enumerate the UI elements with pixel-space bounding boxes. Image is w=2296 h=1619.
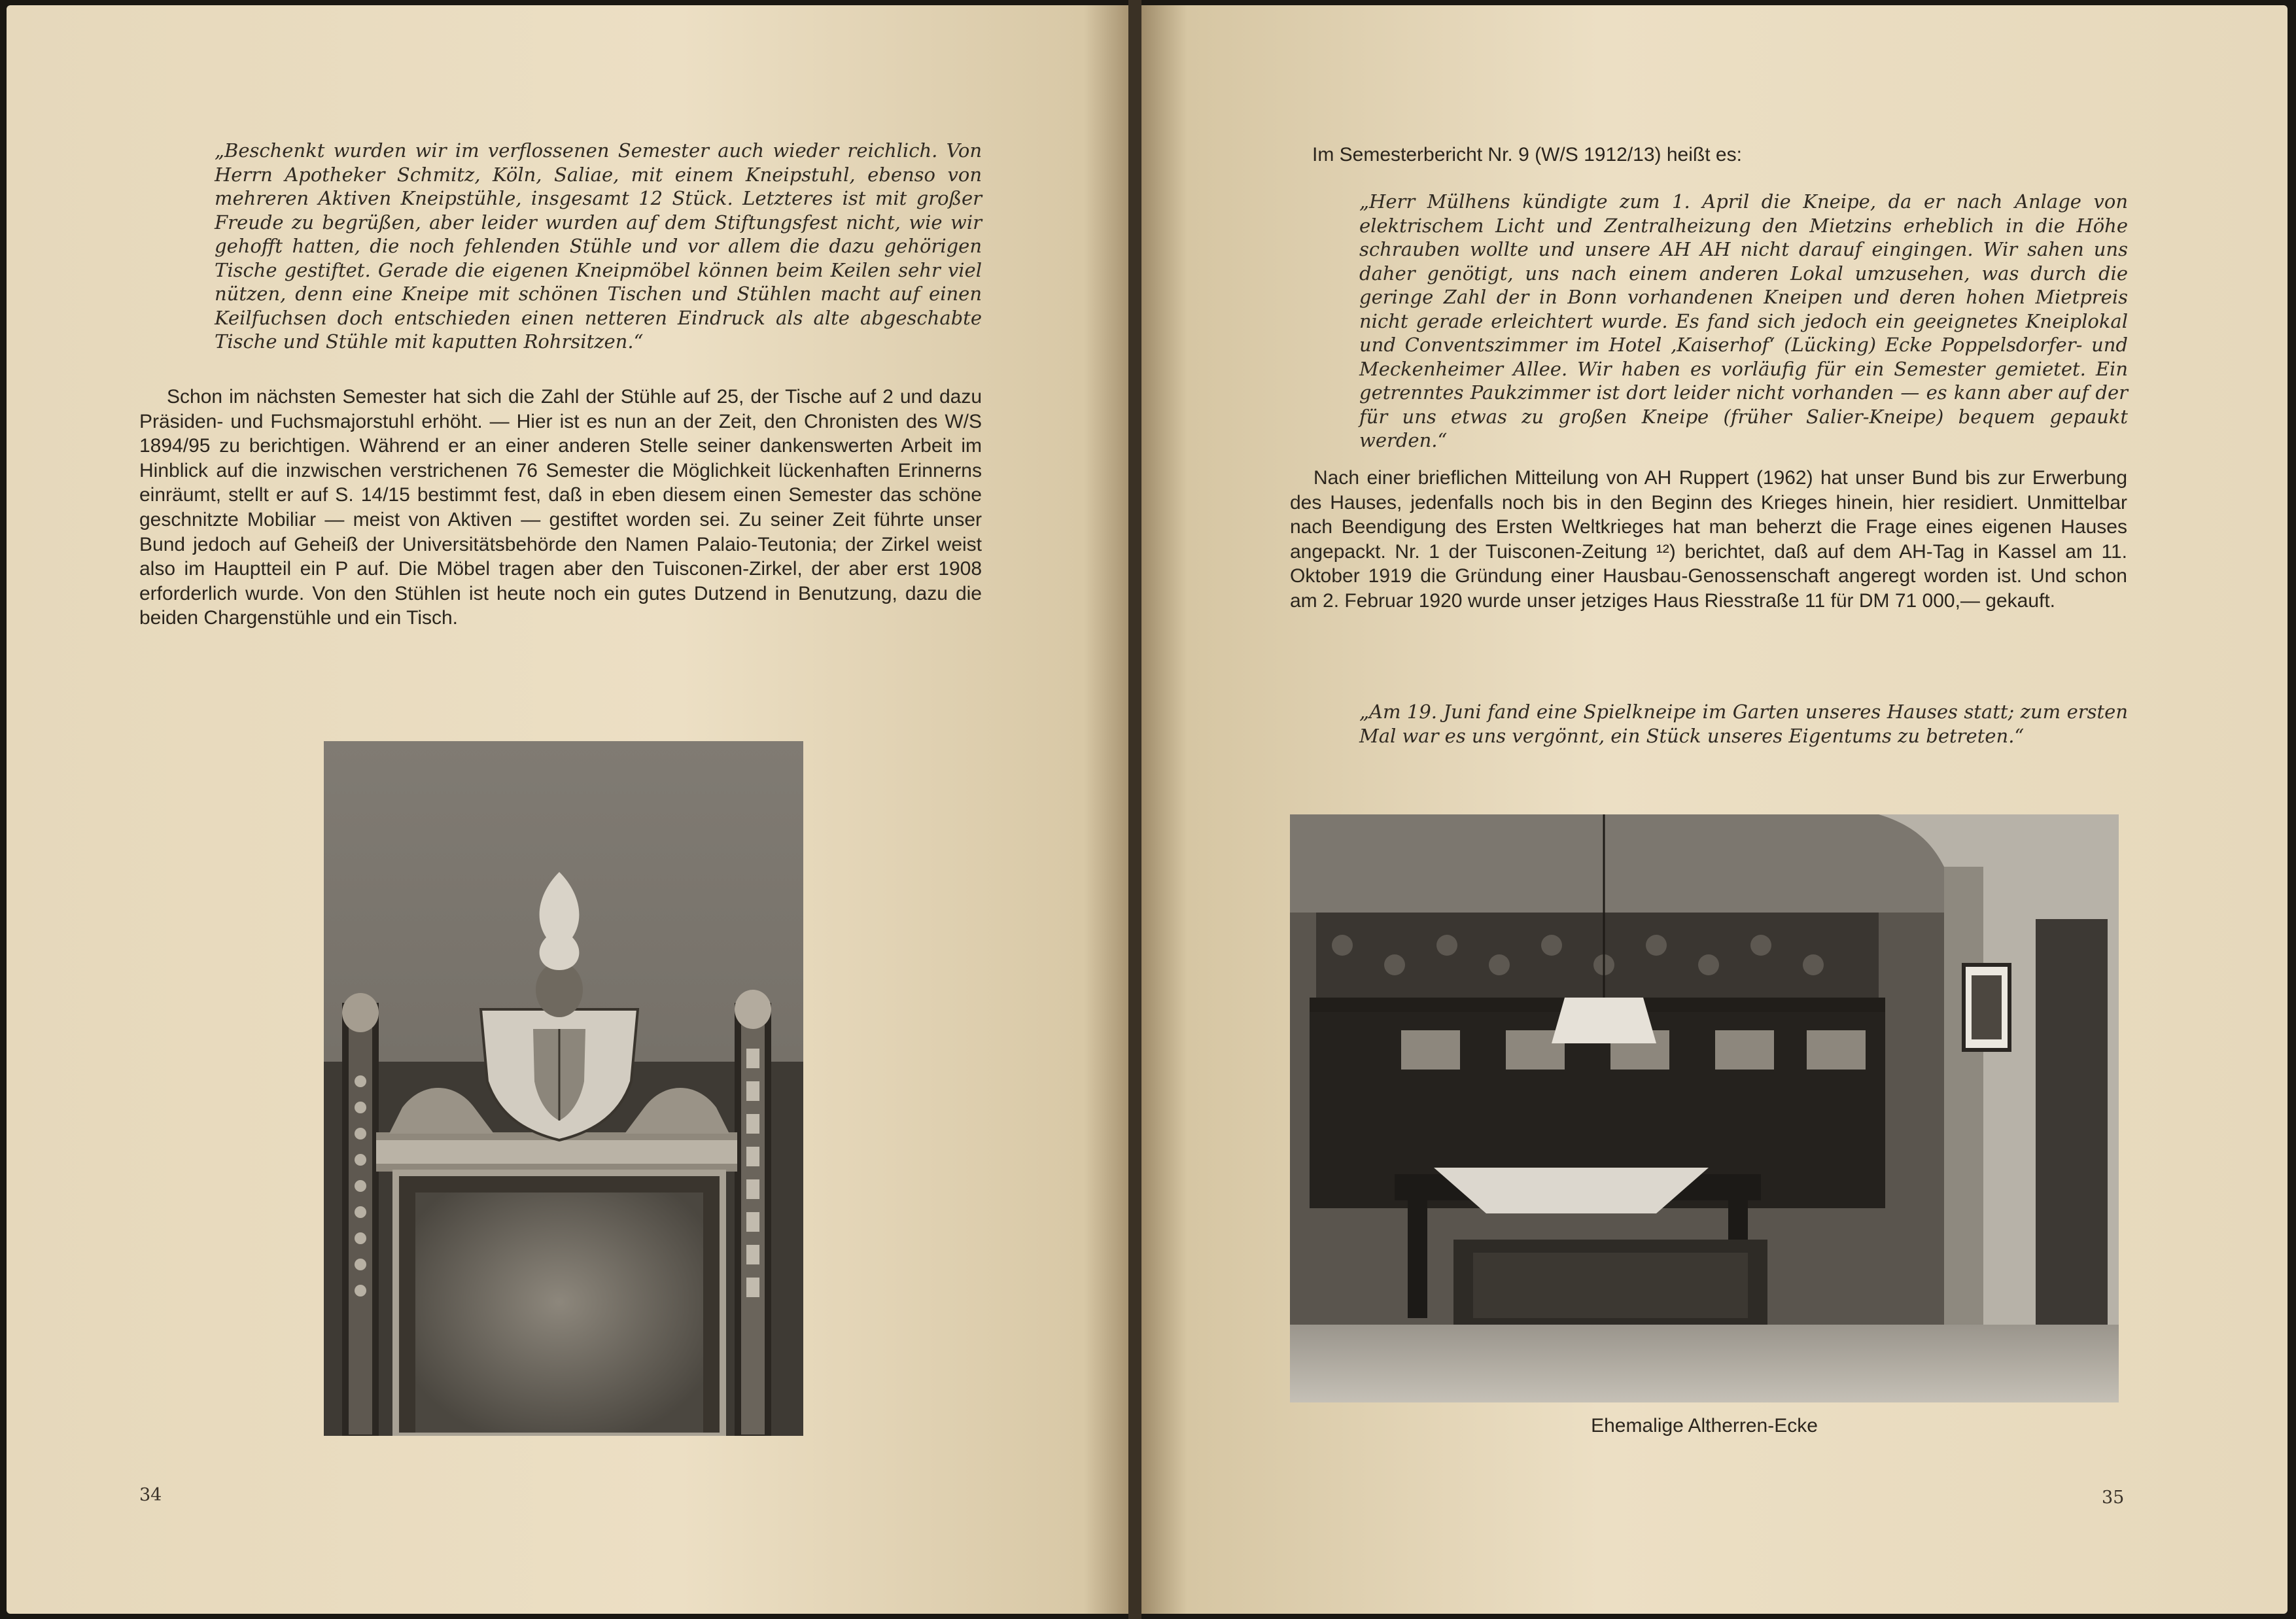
right-page-number: 35: [2102, 1488, 2125, 1508]
right-quote-2: „Am 19. Juni fand eine Spielkneipe im Garten unseres Hauses statt; zum ersten Mal war es uns vergönnt, ein Stück unseres Eigentums zu betreten.“: [1359, 701, 2128, 747]
left-quote: „Beschenkt wurden wir im verflossenen Semester auch wieder reichlich. Von Herrn Apotheker Schmitz, Köln, Saliae, mit einem Kneipstuhl, ebenso von mehreren Aktiven Kneipstühle, insgesamt 12 Stück. Letzteres ist mit großer Freude zu begrüßen, aber leider wurden auf dem Stiftungsfest nicht, wie wir gehofft hatten, die noch fehlenden Stühle und vor allem die dazu gehörigen Tische gestiftet. Gerade die eigenen Kneipmöbel können beim Keilen sehr viel nützen, denn eine Kneipe mit schönen Tischen und Stühlen macht auf einen Keilfuchsen doch entschieden einen netteren Eindruck als alte abgeschabte Tische und Stühle mit kaputten Rohrsitzen.“: [215, 139, 982, 353]
carved-chair-photo: [324, 741, 803, 1436]
book-gutter: [1128, 0, 1141, 1619]
altherren-ecke-photo: [1290, 814, 2119, 1402]
left-page-number: 34: [139, 1485, 162, 1505]
left-paragraph: Schon im nächsten Semester hat sich die Zahl der Stühle auf 25, der Tische auf 2 und dazu Präsiden- und Fuchsmajorstuhl erhöht. — Hier ist es nun an der Zeit, den Chronisten des W/S 1894/95 zu berichtigen. Während er an einer anderen Stelle seiner dankenswerten Arbeit im Hinblick auf die inzwischen verstrichenen 76 Semester die Möglichkeit lückenhaften Erinnerns einräumt, stellt er auf S. 14/15 bestimmt fest, daß in eben diesem einen Semester das schöne geschnitzte Mobiliar — meist von Aktiven — gestiftet worden sei. Zu seiner Zeit führte unser Bund jedoch auf Geheiß der Universitätsbehörde den Namen Palaio-Teutonia; der Zirkel weist also im Hauptteil ein P auf. Die Möbel tragen aber den Tuisconen-Zirkel, der aber erst 1908 erforderlich wurde. Von den Stühlen ist heute noch ein gutes Dutzend in Benutzung, dazu die beiden Chargenstühle und ein Tisch.: [139, 386, 982, 629]
right-paragraph: Nach einer brieflichen Mitteilung von AH Ruppert (1962) hat unser Bund bis zur Erwerbung des Hauses, jedenfalls noch bis in den Beginn des Krieges hinein, hier residiert. Unmittelbar nach Beendigung des Ersten Weltkrieges hat man beherzt die Frage eines eigenen Hauses angepackt. Nr. 1 der Tuisconen-Zeitung ¹²) berichtet, daß auf dem AH-Tag in Kassel am 11. Oktober 1919 die Gründung einer Hausbau-Genossenschaft angeregt worden ist. Und schon am 2. Februar 1920 wurde unser jetziges Haus Riesstraße 11 für DM 71 000,— gekauft.: [1290, 467, 2127, 612]
right-intro: Im Semesterbericht Nr. 9 (W/S 1912/13) heißt es:: [1312, 144, 1742, 165]
photo-caption: Ehemalige Altherren-Ecke: [1591, 1415, 1818, 1436]
right-quote-1: „Herr Mülhens kündigte zum 1. April die Kneipe, da er nach Anlage von elektrischem Licht und Zentralheizung den Mietzins erheblich in die Höhe schrauben wollte und unsere AH AH nicht darauf eingingen. Wir sahen uns daher genötigt, uns nach einem anderen Lokal umzusehen, was durch die geringe Zahl der in Bonn vorhandenen Kneipen und deren hohen Mietpreis nicht gerade erleichtert wurde. Es fand sich jedoch ein geeignetes Kneiplokal und Conventszimmer im Hotel ‚Kaiserhof‘ (Lücking) Ecke Poppelsdorfer- und Meckenheimer Allee. Wir haben es vorläufig für ein Semester gemietet. Ein getrenntes Paukzimmer ist dort leider nicht vorhanden — es kann aber auf der für uns etwas zu großen Kneipe (früher Salier-Kneipe) bequem gepaukt werden.“: [1359, 190, 2128, 451]
